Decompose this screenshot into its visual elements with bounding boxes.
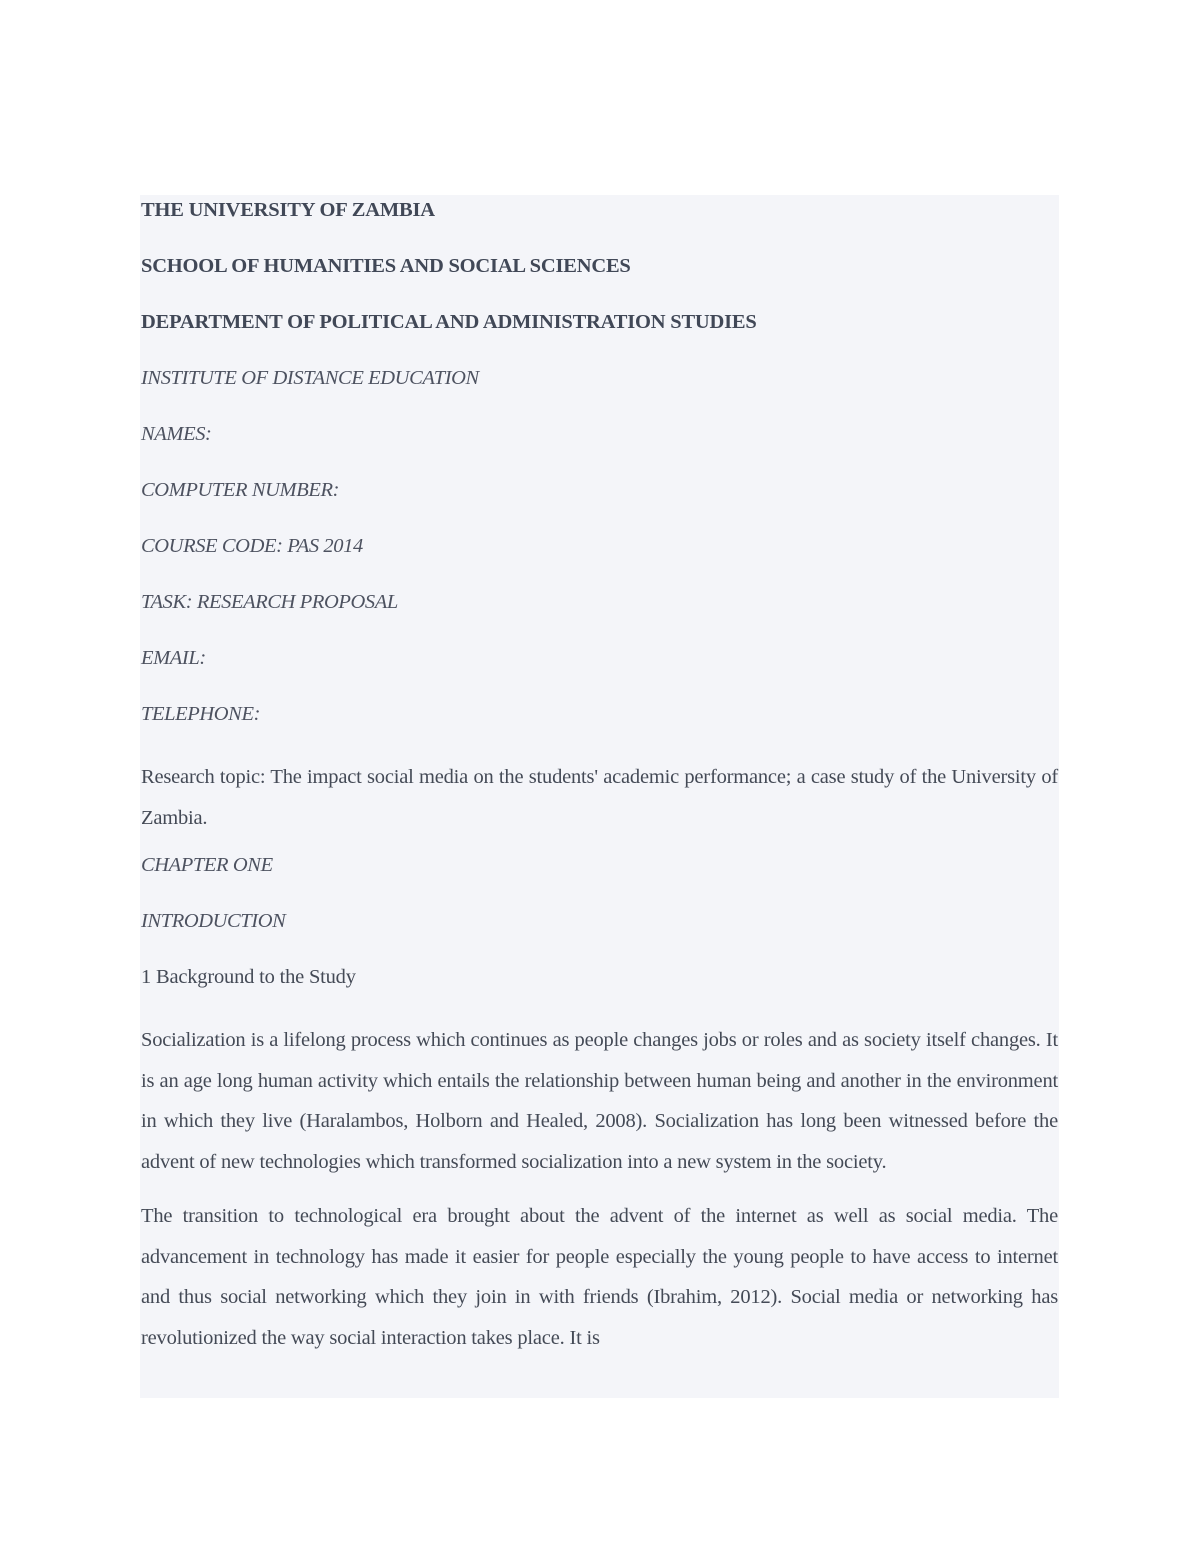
- telephone-line: TELEPHONE:: [141, 703, 261, 725]
- chapter-title: CHAPTER ONE: [141, 854, 273, 876]
- school-heading: SCHOOL OF HUMANITIES AND SOCIAL SCIENCES: [141, 255, 631, 277]
- body-paragraph: The transition to technological era brought about the advent of the internet as well as social media. The advancement in technology has made it easier for people especially the young people to have access to internet and thus social networking which they join in with friends (Ibrahim, 2012). Social media or networking has revolutionized the way social interaction takes place. It is: [141, 1205, 1058, 1349]
- institute-line: INSTITUTE OF DISTANCE EDUCATION: [141, 367, 479, 389]
- names-line: NAMES:: [141, 423, 212, 445]
- computer-number-line: COMPUTER NUMBER:: [141, 479, 339, 501]
- course-code-line: COURSE CODE: PAS 2014: [141, 535, 363, 557]
- task-line: TASK: RESEARCH PROPOSAL: [141, 591, 398, 613]
- department-heading: DEPARTMENT OF POLITICAL AND ADMINISTRATION STUDIES: [141, 311, 757, 333]
- highlighted-text-block: [140, 195, 1059, 1398]
- section-title: INTRODUCTION: [141, 910, 286, 932]
- body-paragraph: Socialization is a lifelong process which continues as people changes jobs or roles and as society itself changes. It is an age long human activity which entails the relationship between human being and another in the environment in which they live (Haralambos, Holborn and Healed, 2008). Socialization has long been witnessed before the advent of new technologies which transformed socialization into a new system in the society.: [141, 1029, 1058, 1173]
- university-heading: THE UNIVERSITY OF ZAMBIA: [141, 199, 435, 221]
- email-line: EMAIL:: [141, 647, 206, 669]
- subsection-title: 1 Background to the Study: [141, 966, 356, 988]
- research-topic: Research topic: The impact social media on the students' academic performance; a case study of the University of Zambia.: [141, 766, 1058, 829]
